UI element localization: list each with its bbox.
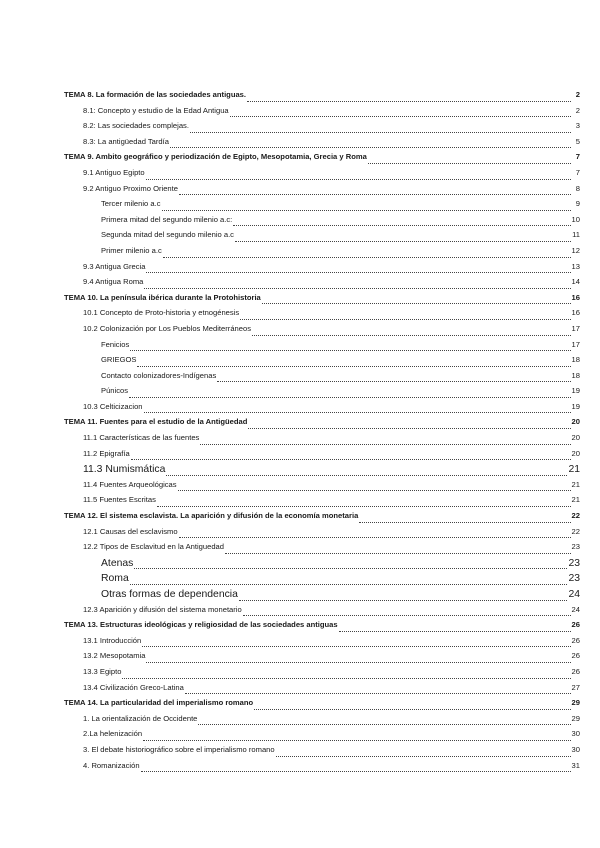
toc-page-number: 30 (571, 744, 580, 754)
toc-entry-title: Otras formas de dependencia (101, 589, 238, 600)
toc-entry[interactable] (64, 262, 580, 278)
toc-entry-title: 2.La helenización (83, 729, 143, 739)
toc-entry[interactable] (64, 464, 580, 480)
toc-chapter-entry[interactable] (64, 620, 580, 636)
toc-leader-dots (233, 224, 570, 226)
toc-leader-dots (146, 271, 570, 273)
toc-entry-title: TEMA 8. La formación de las sociedades antiguas. (64, 90, 247, 99)
toc-entry-title: 13.4 Civilización Greco-Latina (83, 682, 184, 692)
toc-page-number: 18 (571, 355, 580, 365)
toc-entry[interactable] (64, 433, 580, 449)
toc-entry[interactable] (64, 527, 580, 543)
toc-leader-dots (130, 583, 568, 585)
toc-page-number: 17 (571, 339, 580, 349)
toc-chapter-entry[interactable] (64, 293, 580, 309)
toc-entry-title: 13.3 Egipto (83, 666, 122, 676)
toc-entry-title: GRIEGOS (101, 355, 137, 365)
toc-leader-dots (178, 489, 571, 491)
toc-entry[interactable] (64, 745, 580, 761)
toc-entry[interactable] (64, 371, 580, 387)
toc-entry-title: 9.2 Antiguo Proximo Oriente (83, 183, 178, 193)
toc-entry-title: TEMA 13. Estructuras ideológicas y religiosidad de las sociedades antiguas (64, 620, 338, 630)
toc-leader-dots (129, 396, 571, 398)
toc-page-number: 16 (571, 292, 580, 302)
toc-leader-dots (142, 645, 570, 647)
toc-chapter-entry[interactable] (64, 417, 580, 433)
toc-entry[interactable] (64, 761, 580, 777)
toc-leader-dots (157, 505, 571, 507)
toc-page-number: 7 (575, 152, 580, 162)
toc-entry-title: Segunda mitad del segundo milenio a.c (101, 230, 234, 240)
toc-page-number: 11 (572, 230, 580, 240)
toc-entry[interactable] (64, 714, 580, 730)
toc-leader-dots (262, 302, 571, 304)
toc-leader-dots (230, 115, 571, 117)
toc-entry-title: 9.3 Antigua Grecia (83, 261, 146, 271)
toc-entry[interactable] (64, 636, 580, 652)
toc-page-number: 20 (571, 448, 580, 458)
toc-page-number: 20 (571, 417, 580, 427)
toc-entry-title: 4. Romanización (83, 760, 140, 770)
toc-page-number: 18 (571, 370, 580, 380)
toc-leader-dots (179, 536, 571, 538)
toc-entry-title: 9.1 Antiguo Egipto (83, 167, 145, 177)
toc-leader-dots (359, 521, 570, 523)
toc-page-number: 8 (575, 183, 580, 193)
toc-entry[interactable] (64, 168, 580, 184)
toc-entry[interactable] (64, 308, 580, 324)
toc-page-number: 12 (571, 245, 580, 255)
toc-entry-title: 13.1 Introducción (83, 635, 142, 645)
toc-entry[interactable] (64, 729, 580, 745)
toc-entry-title: TEMA 9. Ambito geográfico y periodización de Egipto, Mesopotamia, Grecia y Roma (64, 152, 367, 162)
toc-entry[interactable] (64, 589, 580, 605)
toc-page-number: 29 (571, 698, 580, 708)
toc-page-number: 29 (571, 713, 580, 723)
toc-page-number: 10 (571, 214, 580, 224)
toc-entry-title: 12.3 Aparición y difusión del sistema monetario (83, 604, 242, 614)
toc-entry-title: 10.2 Colonización por Los Pueblos Mediterráneos (83, 323, 252, 333)
toc-leader-dots (339, 630, 571, 632)
toc-page-number: 21 (571, 495, 580, 505)
toc-entry-title: TEMA 10. La península ibérica durante la Protohistoria (64, 292, 261, 302)
toc-entry[interactable] (64, 683, 580, 699)
toc-entry[interactable] (64, 495, 580, 511)
toc-leader-dots (225, 552, 571, 554)
toc-entry[interactable] (64, 246, 580, 262)
toc-page-number: 26 (571, 635, 580, 645)
toc-page-number: 23 (568, 557, 580, 569)
toc-entry-title: Roma (101, 573, 129, 585)
toc-leader-dots (163, 256, 571, 258)
toc-leader-dots (185, 692, 571, 694)
toc-entry-title: TEMA 11. Fuentes para el estudio de la Antigüedad (64, 417, 248, 427)
toc-entry-title: 8.2: Las sociedades complejas. (83, 121, 189, 131)
toc-chapter-entry[interactable] (64, 152, 580, 168)
toc-entry-title: Púnicos (101, 386, 129, 396)
toc-entry-title: 10.1 Concepto de Proto-historia y etnogénesis (83, 308, 240, 318)
toc-entry[interactable] (64, 215, 580, 231)
toc-page-number: 5 (575, 136, 580, 146)
toc-page-number: 21 (568, 464, 580, 476)
toc-entry[interactable] (64, 386, 580, 402)
toc-page-number: 22 (571, 526, 580, 536)
toc-leader-dots (137, 365, 570, 367)
toc-page-number: 3 (575, 121, 580, 131)
toc-page-number: 16 (571, 308, 580, 318)
toc-leader-dots (239, 599, 568, 601)
toc-entry[interactable] (64, 121, 580, 137)
toc-leader-dots (122, 677, 570, 679)
toc-entry-title: TEMA 12. El sistema esclavista. La aparición y difusión de la economía monetaria (64, 511, 359, 521)
toc-chapter-entry[interactable] (64, 698, 580, 714)
toc-leader-dots (368, 162, 571, 164)
toc-entry[interactable] (64, 277, 580, 293)
toc-entry-title: 12.1 Causas del esclavismo (83, 526, 178, 536)
toc-page-number: 20 (571, 433, 580, 443)
toc-page-number: 27 (571, 682, 580, 692)
toc-leader-dots (166, 474, 567, 476)
toc-leader-dots (144, 287, 570, 289)
toc-leader-dots (162, 209, 571, 211)
toc-entry-title: 11.1 Características de las fuentes (83, 433, 200, 443)
toc-leader-dots (276, 755, 571, 757)
toc-entry[interactable] (64, 106, 580, 122)
toc-leader-dots (248, 427, 570, 429)
toc-entry-title: 8.3: La antigüedad Tardía (83, 136, 169, 146)
toc-entry-title: 8.1: Concepto y estudio de la Edad Antigua (83, 105, 229, 115)
toc-entry[interactable] (64, 667, 580, 683)
toc-page-number: 19 (571, 386, 580, 396)
toc-entry-title: 11.2 Epigrafía (83, 448, 130, 458)
toc-entry-title: 11.4 Fuentes Arqueológicas (83, 479, 177, 489)
toc-page-number: 2 (575, 105, 580, 115)
toc-entry-title: 1. La orientalización de Occidente (83, 713, 198, 723)
toc-leader-dots (198, 723, 570, 725)
toc-leader-dots (146, 178, 571, 180)
toc-page-number: 7 (575, 167, 580, 177)
toc-entry-title: 11.3 Numismática (83, 464, 166, 476)
toc-entry[interactable] (64, 542, 580, 558)
toc-page-number: 19 (571, 401, 580, 411)
toc-entry-title: 9.4 Antigua Roma (83, 277, 144, 287)
toc-entry[interactable] (64, 449, 580, 465)
toc-leader-dots (252, 334, 571, 336)
toc-entry-title: TEMA 14. La particularidad del imperialismo romano (64, 698, 254, 708)
toc-entry[interactable] (64, 137, 580, 153)
toc-chapter-entry[interactable] (64, 90, 580, 106)
toc-leader-dots (247, 100, 571, 102)
toc-entry-title: Fenicios (101, 339, 130, 349)
toc-entry[interactable] (64, 402, 580, 418)
toc-leader-dots (217, 380, 570, 382)
toc-page-number: 26 (571, 651, 580, 661)
toc-page-number: 23 (571, 542, 580, 552)
toc-chapter-entry[interactable] (64, 511, 580, 527)
toc-page-number: 9 (575, 199, 580, 209)
toc-entry[interactable] (64, 230, 580, 246)
toc-entry[interactable] (64, 480, 580, 496)
toc-entry[interactable] (64, 324, 580, 340)
toc-entry[interactable] (64, 558, 580, 574)
toc-entry[interactable] (64, 340, 580, 356)
toc-page-number: 21 (571, 479, 580, 489)
toc-leader-dots (141, 770, 571, 772)
toc-entry-title: 12.2 Tipos de Esclavitud en la Antiguedad (83, 542, 225, 552)
toc-entry-title: Primer milenio a.c (101, 245, 162, 255)
toc-leader-dots (235, 240, 571, 242)
toc-leader-dots (240, 318, 570, 320)
toc-entry[interactable] (64, 573, 580, 589)
toc-entry[interactable] (64, 605, 580, 621)
toc-entry[interactable] (64, 184, 580, 200)
toc-entry-title: 11.5 Fuentes Escritas (83, 495, 156, 505)
toc-leader-dots (200, 443, 570, 445)
toc-leader-dots (144, 411, 571, 413)
toc-entry-title: Tercer milenio a.c (101, 199, 161, 209)
toc-leader-dots (254, 708, 570, 710)
toc-leader-dots (130, 349, 570, 351)
toc-entry[interactable] (64, 355, 580, 371)
toc-entry-title: Contacto colonizadores-Indígenas (101, 370, 217, 380)
toc-entry-title: 13.2 Mesopotamia (83, 651, 146, 661)
toc-entry-title: Atenas (101, 557, 134, 569)
toc-leader-dots (243, 614, 571, 616)
toc-entry[interactable] (64, 199, 580, 215)
toc-entry-title: Primera mitad del segundo milenio a.c: (101, 214, 233, 224)
toc-page-number: 26 (571, 666, 580, 676)
toc-page-number: 30 (571, 729, 580, 739)
toc-leader-dots (143, 739, 570, 741)
toc-page-number: 24 (568, 589, 580, 600)
toc-page-number: 24 (571, 604, 580, 614)
toc-page-number: 22 (571, 511, 580, 521)
toc-page-number: 31 (571, 760, 580, 770)
toc-entry[interactable] (64, 651, 580, 667)
toc-entry-title: 10.3 Celticizacion (83, 401, 143, 411)
toc-page-number: 2 (575, 90, 580, 99)
toc-leader-dots (146, 661, 570, 663)
toc-page-number: 14 (571, 277, 580, 287)
toc-leader-dots (179, 193, 571, 195)
toc-page-number: 23 (568, 573, 580, 585)
toc-leader-dots (170, 146, 571, 148)
toc-leader-dots (190, 131, 571, 133)
toc-leader-dots (134, 567, 567, 569)
toc-entry-title: 3. El debate historiográfico sobre el imperialismo romano (83, 744, 275, 754)
toc-page-number: 26 (571, 620, 580, 630)
toc-leader-dots (131, 458, 571, 460)
toc-page-number: 17 (571, 323, 580, 333)
table-of-contents (64, 90, 580, 776)
toc-page-number: 13 (571, 261, 580, 271)
